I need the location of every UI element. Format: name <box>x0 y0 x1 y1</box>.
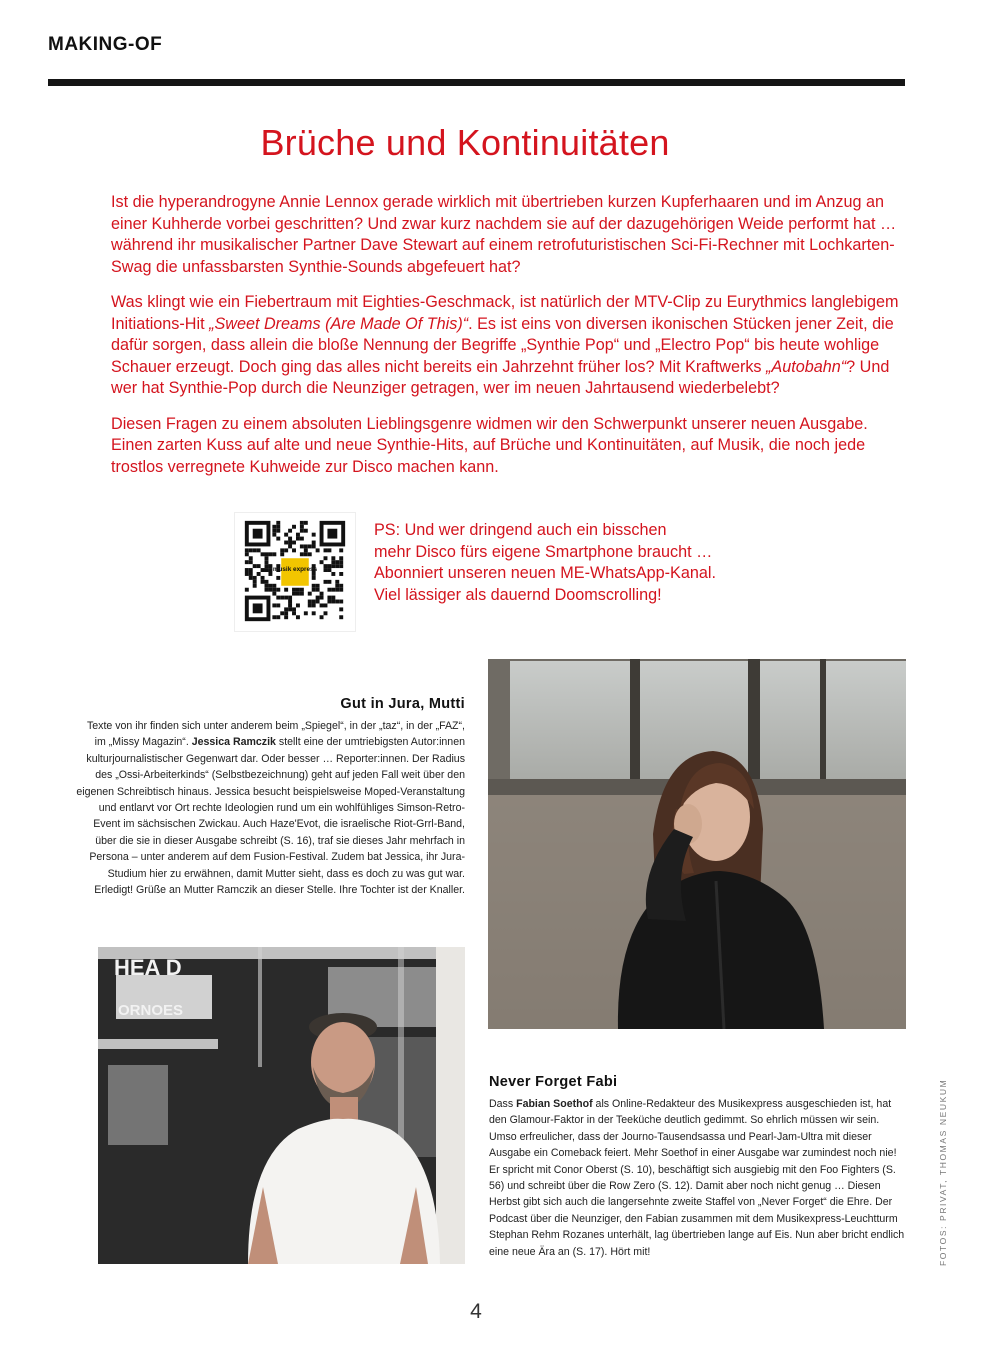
qr-module <box>296 533 300 537</box>
qr-module <box>292 588 296 592</box>
qr-module <box>272 615 276 619</box>
qr-module <box>284 611 288 615</box>
qr-module <box>249 572 253 576</box>
qr-module <box>265 552 269 556</box>
qr-module <box>284 596 288 600</box>
qr-code-graphic <box>235 513 355 631</box>
qr-module <box>327 596 331 600</box>
intro-paragraph-1: Ist die hyperandrogyne Annie Lennox gerade wirklich mit übertrieben kurzen Kupferhaaren und im Anzug an einer Kuhherde vorbei geschritten? Und zwar kurz nachdem sie auf der dazugehörigen Weide performt hat … während ihr musikalischer Partner Dave Stewart auf einem retrofuturistischen Sci-Fi-Rechner mit Lochkarten-Swag die unfassbarsten Synthie-Sounds abgefeuert hat? <box>111 193 897 276</box>
qr-module <box>316 600 320 604</box>
qr-module <box>316 588 320 592</box>
qr-module <box>249 560 253 564</box>
qr-module <box>320 603 324 607</box>
qr-module <box>284 548 288 552</box>
qr-module <box>296 603 300 607</box>
qr-module <box>300 529 304 533</box>
qr-module <box>268 564 272 568</box>
profile-jessica-ramczik <box>76 696 465 898</box>
qr-module <box>257 548 261 552</box>
qr-module <box>339 560 343 564</box>
qr-module <box>300 544 304 548</box>
qr-module <box>324 603 328 607</box>
profile-left-text-b: stellt eine der umtriebigsten Autor:innen kulturjournalistischer Gegenwart dar. Oder besser … Reporter:innen. Der Radius des „Ossi-Arbeiterkinds“ (Selbstbezeichnung) geht auf jeden Fall weit über den eigenen Schreibtisch hinaus. Jessica besucht beispielsweise Moped-Veranstaltung und entlarvt vor Ort rechte Ideologien rund um ein wohlfühliges Simson-Retro-Event im sächsischen Zwickau. Auch Haze'Evot, die israelische Riot-Grrl-Band, über die sie in dieser Ausgabe schreibt (S. 16), traf sie dieses Jahr mehrfach in Persona – unter anderem auf dem Fusion-Festival. Zudem bat Jessica, ihr Jura-Studium hier zu erwähnen, damit Mutter sieht, dass es doch zu was gut war. Erledigt! Grüße an Mutter Ramczik an dieser Stelle. Ihre Tochter ist der Knaller. <box>76 736 465 897</box>
qr-module <box>284 588 288 592</box>
qr-module <box>280 548 284 552</box>
qr-module <box>300 537 304 541</box>
qr-module <box>245 572 249 576</box>
photo-credit: FOTOS: PRIVAT, THOMAS NEUKUM <box>938 1078 948 1266</box>
qr-module <box>312 544 316 548</box>
qr-module <box>253 564 257 568</box>
qr-module <box>276 596 280 600</box>
qr-module <box>261 580 265 584</box>
profile-left-text <box>76 718 465 898</box>
qr-module <box>335 588 339 592</box>
qr-module <box>292 548 296 552</box>
qr-module <box>288 529 292 533</box>
qr-module <box>253 584 257 588</box>
qr-module <box>284 541 288 545</box>
qr-module <box>320 615 324 619</box>
qr-module <box>331 564 335 568</box>
profile-left-heading: Gut in Jura, Mutti <box>340 696 465 712</box>
poster-wall-text-1: HEA D <box>114 955 182 980</box>
photo-jessica-ramczik <box>488 659 906 1029</box>
qr-module <box>320 596 324 600</box>
profile-right-text <box>489 1096 907 1260</box>
qr-module <box>280 552 284 556</box>
qr-module <box>312 584 316 588</box>
article-headline: Brüche und Kontinuitäten <box>260 122 670 163</box>
qr-module <box>272 533 276 537</box>
intro-paragraph-3: Diesen Fragen zu einem absoluten Lieblingsgenre widmen wir den Schwerpunkt unserer neuen Ausgabe. Einen zarten Kuss auf alte und neue Synthie-Hits, auf Brüche und Kontinuitäten, auf Musik, die noch jede trostlos verregnete Kuhweide zur Disco machen kann. <box>111 414 868 476</box>
qr-module <box>261 552 265 556</box>
qr-module <box>312 541 316 545</box>
ps-line-1: PS: Und wer dringend auch ein bisschen <box>374 521 667 539</box>
qr-module <box>320 560 324 564</box>
qr-module <box>339 564 343 568</box>
qr-module <box>339 607 343 611</box>
qr-module <box>265 588 269 592</box>
intro-paragraph-2-text-b: . Es ist eins von diversen ikonischen Stücken jener Zeit, die dafür sorgen, dass allein die bloße Nennung der Begriffe „Synthie Pop“ und „Electro Pop“ bis heute wohlige Schauer erzeugt. Doch ging das alles nicht bereits ein Jahrzehnt früher los? Mit Kraftwerks <box>111 314 894 376</box>
qr-module <box>276 537 280 541</box>
intro-paragraph-2-text-c: ? Und wer hat Synthie-Pop durch die Neunziger getragen, wer im neuen Jahrtausend wiederbelebt? <box>111 357 890 397</box>
qr-module <box>268 568 272 572</box>
qr-module <box>312 588 316 592</box>
qr-module <box>312 600 316 604</box>
ps-line-4: Viel lässiger als dauernd Doomscrolling! <box>374 585 662 604</box>
qr-module <box>249 548 253 552</box>
qr-module <box>327 588 331 592</box>
qr-module <box>327 600 331 604</box>
song-title-sweet-dreams: „Sweet Dreams (Are Made Of This)“ <box>209 314 469 333</box>
qr-module <box>296 592 300 596</box>
qr-module <box>257 572 261 576</box>
qr-module <box>300 588 304 592</box>
whatsapp-qr-code[interactable] <box>234 512 356 632</box>
qr-module <box>308 603 312 607</box>
qr-module <box>276 588 280 592</box>
qr-module <box>300 552 304 556</box>
qr-module <box>288 600 292 604</box>
qr-module <box>312 603 316 607</box>
qr-module <box>308 592 312 596</box>
qr-module <box>324 548 328 552</box>
qr-module <box>245 588 249 592</box>
qr-module <box>308 600 312 604</box>
qr-module <box>335 584 339 588</box>
qr-module <box>288 541 292 545</box>
qr-module <box>316 584 320 588</box>
qr-module <box>288 607 292 611</box>
qr-module <box>276 576 280 580</box>
qr-module <box>284 533 288 537</box>
page-number: 4 <box>470 1300 482 1323</box>
qr-module <box>292 541 296 545</box>
qr-module <box>276 603 280 607</box>
qr-module <box>300 592 304 596</box>
qr-module <box>265 564 269 568</box>
qr-module <box>308 552 312 556</box>
qr-module <box>261 576 265 580</box>
qr-module <box>284 615 288 619</box>
qr-module <box>284 607 288 611</box>
qr-module <box>331 588 335 592</box>
qr-module <box>253 548 257 552</box>
qr-module <box>308 544 312 548</box>
profile-left-text-a: Texte von ihr finden sich unter anderem beim „Spiegel“, in der „taz“, in der „FAZ“, im „Missy Magazin“. <box>86 720 465 749</box>
qr-module <box>339 588 343 592</box>
qr-module <box>316 548 320 552</box>
profile-left-name: Jessica Ramczik <box>191 736 276 749</box>
qr-module <box>257 564 261 568</box>
qr-module <box>304 552 308 556</box>
qr-module <box>316 596 320 600</box>
qr-module <box>288 544 292 548</box>
qr-module <box>335 580 339 584</box>
qr-module <box>300 525 304 529</box>
header-rule <box>48 79 905 86</box>
qr-module <box>324 611 328 615</box>
qr-module <box>245 552 249 556</box>
qr-module <box>327 580 331 584</box>
ps-whatsapp-note <box>374 520 814 606</box>
intro-paragraph-2 <box>111 292 911 400</box>
qr-module <box>280 596 284 600</box>
qr-module <box>272 525 276 529</box>
qr-module <box>276 521 280 525</box>
ps-line-3: Abonniert unseren neuen ME-WhatsApp-Kanal. <box>374 564 716 582</box>
qr-module <box>245 548 249 552</box>
qr-module <box>276 525 280 529</box>
qr-module <box>331 556 335 560</box>
qr-module <box>265 568 269 572</box>
qr-module <box>331 572 335 576</box>
qr-module <box>272 592 276 596</box>
ps-line-2: mehr Disco fürs eigene Smartphone braucht … <box>374 542 713 561</box>
qr-module <box>292 592 296 596</box>
qr-module <box>288 537 292 541</box>
qr-module <box>265 584 269 588</box>
qr-module <box>296 537 300 541</box>
section-label: MAKING-OF <box>48 34 163 55</box>
qr-module <box>320 592 324 596</box>
qr-module <box>272 529 276 533</box>
qr-module <box>268 552 272 556</box>
qr-module <box>331 600 335 604</box>
photo-fabian-soethof <box>98 947 465 1264</box>
qr-module <box>268 588 272 592</box>
qr-module <box>245 560 249 564</box>
qr-module <box>276 529 280 533</box>
qr-module <box>265 556 269 560</box>
qr-module <box>324 556 328 560</box>
qr-module <box>296 615 300 619</box>
song-title-autobahn: „Autobahn“ <box>766 357 847 376</box>
qr-module <box>339 600 343 604</box>
qr-module <box>331 560 335 564</box>
qr-module <box>304 521 308 525</box>
qr-module <box>300 521 304 525</box>
qr-module <box>253 576 257 580</box>
qr-module <box>339 548 343 552</box>
qr-module <box>276 615 280 619</box>
qr-module <box>324 568 328 572</box>
qr-module <box>324 580 328 584</box>
poster-wall-text-2: ORNOES <box>118 1002 184 1019</box>
profile-right-text-b: als Online-Redakteur des Musikexpress ausgeschieden ist, hat den Glamour-Faktor in der Teeküche deutlich gedimmt. So ehrlich müssen wir sein. Umso erfreulicher, dass der Journo-Tausendsassa und Pearl-Jam-Ultra mit dieser Ausgabe ein Comeback feiert. Mehr Soethof in einer Ausgabe war zumindest noch nie! Er spricht mit Conor Oberst (S. 10), beschäftigt sich ausgiebig mit den Foo Fighters (S. 56) und schreibt über die Row Zero (S. 12). Damit aber noch nicht genug … Diesen Herbst gibt sich auch die langersehnte zweite Staffel von „Never Forget“ die Ehre. Der Podcast über die Neunziger, den Fabian zusammen mit dem Musikexpress-Leuchtturm Stephan Rehm Rozanes unterhält, lag übertrieben lange auf Eis. Nun aber bricht endlich eine neue Ära an (S. 17). Hört mit! <box>489 1098 905 1258</box>
qr-logo-text: musik express <box>272 566 318 574</box>
qr-module <box>335 560 339 564</box>
qr-module <box>312 611 316 615</box>
qr-module <box>327 564 331 568</box>
qr-module <box>280 611 284 615</box>
intro-paragraph-2-text-a: Was klingt wie ein Fiebertraum mit Eighties-Geschmack, ist natürlich der MTV-Clip zu Eurythmics langlebigem Initiations-Hit <box>111 293 899 333</box>
qr-module <box>296 588 300 592</box>
qr-module <box>335 564 339 568</box>
qr-module <box>292 607 296 611</box>
qr-module <box>292 611 296 615</box>
qr-module <box>265 560 269 564</box>
qr-module <box>288 603 292 607</box>
profile-right-heading: Never Forget Fabi <box>489 1074 618 1090</box>
qr-module <box>268 584 272 588</box>
qr-module <box>304 611 308 615</box>
qr-module <box>292 525 296 529</box>
article-intro <box>111 192 911 492</box>
qr-module <box>304 548 308 552</box>
qr-module <box>249 568 253 572</box>
qr-module <box>272 552 276 556</box>
qr-module <box>327 568 331 572</box>
qr-module <box>253 580 257 584</box>
qr-module <box>268 572 272 576</box>
qr-module <box>249 576 253 580</box>
qr-module <box>312 533 316 537</box>
qr-module <box>331 596 335 600</box>
qr-module <box>312 576 316 580</box>
qr-module <box>339 572 343 576</box>
qr-module <box>265 580 269 584</box>
qr-module <box>339 584 343 588</box>
qr-module <box>272 588 276 592</box>
qr-module <box>245 568 249 572</box>
profile-fabian-soethof <box>489 1074 907 1260</box>
qr-module <box>339 615 343 619</box>
qr-module <box>288 596 292 600</box>
qr-module <box>272 603 276 607</box>
qr-module <box>272 584 276 588</box>
qr-module <box>261 568 265 572</box>
qr-module <box>327 548 331 552</box>
qr-module <box>339 556 343 560</box>
qr-module <box>304 529 308 533</box>
profile-right-name: Fabian Soethof <box>516 1098 593 1110</box>
qr-module <box>324 564 328 568</box>
qr-module <box>335 600 339 604</box>
qr-module <box>249 556 253 560</box>
profile-right-text-a: Dass <box>489 1098 517 1110</box>
qr-module <box>304 544 308 548</box>
